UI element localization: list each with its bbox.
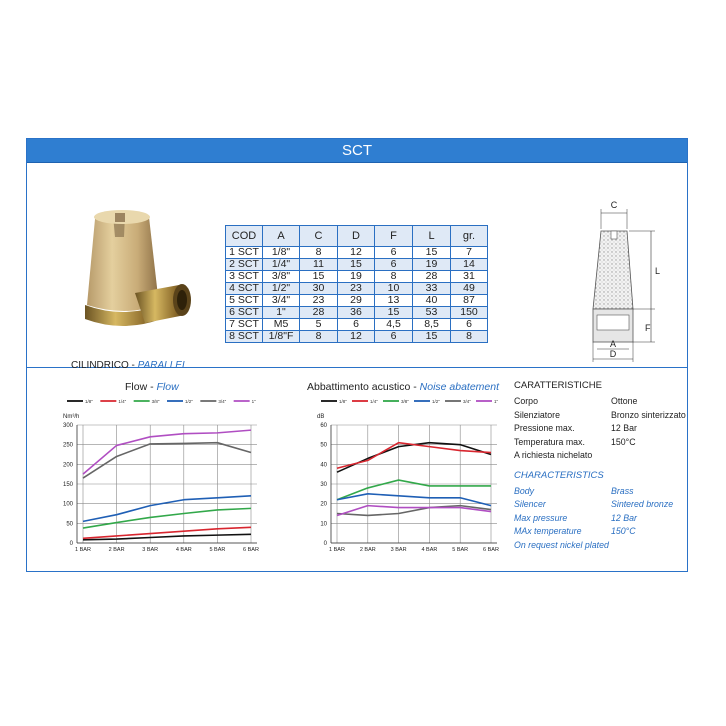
characteristic-value: Bronzo sinterizzato — [611, 409, 686, 420]
characteristics-heading-it: CARATTERISTICHE — [514, 380, 602, 391]
y-tick-label: 20 — [320, 501, 327, 508]
table-cell: 28 — [300, 307, 338, 319]
flow-title-en: Flow — [156, 381, 179, 393]
characteristic-value: Ottone — [611, 396, 638, 406]
table-cell: 7 SCT — [226, 319, 263, 331]
table-cell: 12 — [338, 331, 375, 343]
flow-chart-title — [125, 381, 179, 393]
table-cell: 6 — [375, 247, 413, 259]
table-cell: 15 — [338, 259, 375, 271]
top-panel — [27, 163, 687, 371]
table-row — [226, 259, 488, 271]
table-cell: 33 — [413, 283, 451, 295]
col-c: C — [300, 226, 338, 247]
table-cell: 8 — [451, 331, 488, 343]
series-line — [83, 443, 251, 478]
x-tick-label: 3 BAR — [390, 547, 407, 553]
dim-label-c: C — [610, 200, 618, 210]
table-cell: 13 — [375, 295, 413, 307]
col-cod: COD — [226, 226, 263, 247]
y-tick-label: 10 — [320, 521, 327, 528]
x-tick-label: 3 BAR — [142, 547, 159, 553]
characteristic-row — [514, 436, 636, 451]
series-line — [83, 496, 251, 522]
characteristic-value: 150°C — [611, 436, 636, 447]
legend-label: 3/8" — [151, 399, 160, 404]
x-tick-label: 6 BAR — [483, 547, 499, 553]
table-cell: 10 — [375, 283, 413, 295]
characteristic-key: Temperatura max. — [514, 436, 585, 447]
table-cell: 6 SCT — [226, 307, 263, 319]
table-cell: 11 — [300, 259, 338, 271]
legend-label: 3/4" — [218, 399, 227, 404]
table-row — [226, 247, 488, 259]
table-cell: 14 — [451, 259, 488, 271]
x-tick-label: 5 BAR — [209, 547, 226, 553]
table-cell: 15 — [375, 307, 413, 319]
table-cell: 8 — [300, 247, 338, 259]
legend-label: 1/8" — [85, 399, 93, 404]
y-tick-label: 250 — [62, 442, 73, 449]
table-cell: 3/8" — [263, 271, 300, 283]
legend-label: 1/4" — [370, 399, 378, 404]
y-tick-label: 0 — [69, 541, 73, 547]
table-cell: 36 — [338, 307, 375, 319]
characteristic-row — [514, 423, 637, 437]
characteristic-value: Brass — [611, 485, 634, 496]
page-title: SCT — [27, 139, 687, 163]
y-tick-label: 60 — [320, 423, 327, 429]
characteristic-key: Max pressure — [514, 512, 568, 523]
table-row — [226, 307, 488, 319]
x-tick-label: 2 BAR — [359, 547, 376, 553]
characteristic-key: Body — [514, 485, 535, 496]
characteristic-row — [514, 512, 637, 527]
table-cell: 31 — [451, 271, 488, 283]
table-cell: 3/4" — [263, 295, 300, 307]
legend-label: 1/2" — [432, 399, 440, 404]
col-d: D — [338, 226, 375, 247]
product-caption — [71, 360, 188, 371]
table-cell: 8 SCT — [226, 331, 263, 343]
x-tick-label: 6 BAR — [243, 547, 259, 553]
table-cell: 1/2" — [263, 283, 300, 295]
characteristic-value: 12 Bar — [611, 423, 637, 433]
x-tick-label: 1 BAR — [75, 547, 91, 553]
characteristic-row — [514, 485, 634, 500]
y-tick-label: 40 — [320, 462, 327, 469]
dimensions-table — [225, 225, 488, 343]
caption-it: CILINDRICO - — [71, 360, 138, 371]
legend-label: 1" — [251, 399, 256, 404]
table-cell: 5 SCT — [226, 295, 263, 307]
table-cell: 150 — [451, 307, 488, 319]
series-line — [337, 443, 491, 473]
product-sheet — [26, 138, 688, 572]
characteristic-key: Silenziatore — [514, 409, 560, 420]
table-cell: 4 SCT — [226, 283, 263, 295]
x-tick-label: 2 BAR — [108, 547, 125, 553]
x-tick-label: 4 BAR — [175, 547, 192, 553]
noise-title-it: Abbattimento acustico - — [307, 381, 420, 393]
table-cell: 2 SCT — [226, 259, 263, 271]
x-tick-label: 4 BAR — [421, 547, 438, 553]
noise-chart — [289, 395, 505, 557]
characteristic-row — [514, 396, 638, 410]
table-cell: 4,5 — [375, 319, 413, 331]
table-cell: 1" — [263, 307, 300, 319]
legend-label: 1/4" — [118, 399, 127, 404]
noise-title-en: Noise abatement — [419, 381, 500, 393]
table-cell: 23 — [338, 283, 375, 295]
table-cell: M5 — [263, 319, 300, 331]
col-f: F — [375, 226, 413, 247]
table-cell: 29 — [338, 295, 375, 307]
col-weight: gr. — [451, 226, 488, 247]
table-cell: 1/8"F — [263, 331, 300, 343]
flow-chart — [37, 395, 267, 557]
table-row — [226, 331, 488, 343]
table-cell: 1 SCT — [226, 247, 263, 259]
table-cell: 6 — [338, 319, 375, 331]
table-cell: 15 — [413, 247, 451, 259]
table-cell: 6 — [375, 259, 413, 271]
y-tick-label: 30 — [320, 482, 327, 488]
characteristics-heading-en: CHARACTERISTICS — [514, 469, 604, 481]
table-row — [226, 295, 488, 307]
table-cell: 15 — [413, 331, 451, 343]
table-cell: 8,5 — [413, 319, 451, 331]
characteristic-value: 150°C — [611, 526, 636, 536]
table-cell: 6 — [375, 331, 413, 343]
characteristic-key: Corpo — [514, 396, 538, 406]
noise-chart-title — [307, 381, 499, 393]
table-cell: 53 — [413, 307, 451, 319]
table-cell: 7 — [451, 247, 488, 259]
table-cell: 40 — [413, 295, 451, 307]
dim-label-a: A — [609, 339, 617, 349]
table-cell: 1/4" — [263, 259, 300, 271]
table-cell: 1/8" — [263, 247, 300, 259]
dim-label-l: L — [655, 266, 661, 276]
characteristic-key: A richiesta nichelato — [514, 450, 593, 460]
table-header-row — [226, 226, 488, 247]
characteristic-key: Pressione max. — [514, 423, 575, 433]
dimension-drawing — [555, 199, 675, 364]
y-axis-label: Nm³/h — [63, 414, 80, 420]
characteristic-value: Sintered bronze — [611, 499, 674, 509]
y-tick-label: 200 — [62, 462, 73, 469]
characteristic-row — [514, 409, 686, 424]
characteristic-key: On request nickel plated — [514, 539, 609, 550]
table-cell: 8 — [375, 271, 413, 283]
characteristic-row — [514, 499, 674, 513]
y-tick-label: 150 — [62, 482, 73, 488]
characteristics-panel — [514, 380, 686, 553]
y-tick-label: 100 — [62, 501, 73, 508]
y-tick-label: 0 — [323, 541, 327, 547]
series-line — [83, 508, 251, 528]
silencer-product-image — [75, 205, 207, 345]
characteristic-row — [514, 526, 636, 540]
dim-label-f: F — [645, 323, 651, 333]
table-cell: 19 — [338, 271, 375, 283]
table-row — [226, 283, 488, 295]
characteristic-key: MAx temperature — [514, 526, 582, 536]
table-cell: 15 — [300, 271, 338, 283]
legend-label: 1" — [494, 399, 499, 404]
legend-label: 1/8" — [339, 399, 347, 404]
flow-title-it: Flow - — [125, 381, 157, 393]
dim-label-d: D — [609, 349, 617, 359]
col-l: L — [413, 226, 451, 247]
table-cell: 6 — [451, 319, 488, 331]
caption-en: PARALLEL — [137, 360, 188, 371]
legend-label: 3/4" — [463, 399, 471, 404]
legend-label: 1/2" — [185, 399, 193, 404]
table-cell: 12 — [338, 247, 375, 259]
table-row — [226, 319, 488, 331]
table-row — [226, 271, 488, 283]
characteristics-it-list — [514, 396, 686, 464]
x-tick-label: 5 BAR — [452, 547, 469, 553]
table-body — [226, 247, 488, 343]
y-tick-label: 300 — [62, 423, 73, 429]
legend-label: 3/8" — [401, 399, 409, 404]
table-cell: 5 — [300, 319, 338, 331]
characteristic-key: Silencer — [514, 499, 546, 509]
table-cell: 8 — [300, 331, 338, 343]
y-tick-label: 50 — [320, 442, 327, 449]
characteristic-row — [514, 539, 609, 554]
characteristics-en-list — [514, 485, 674, 554]
y-axis-label: dB — [317, 414, 325, 420]
table-cell: 49 — [451, 283, 488, 295]
table-cell: 28 — [413, 271, 451, 283]
series-line — [83, 430, 251, 474]
table-cell: 23 — [300, 295, 338, 307]
table-cell: 3 SCT — [226, 271, 263, 283]
characteristic-value: 12 Bar — [611, 512, 637, 523]
y-tick-label: 50 — [66, 521, 73, 528]
table-cell: 87 — [451, 295, 488, 307]
characteristic-row — [514, 450, 604, 464]
table-cell: 19 — [413, 259, 451, 271]
x-tick-label: 1 BAR — [329, 547, 345, 553]
col-a: A — [263, 226, 300, 247]
table-cell: 30 — [300, 283, 338, 295]
